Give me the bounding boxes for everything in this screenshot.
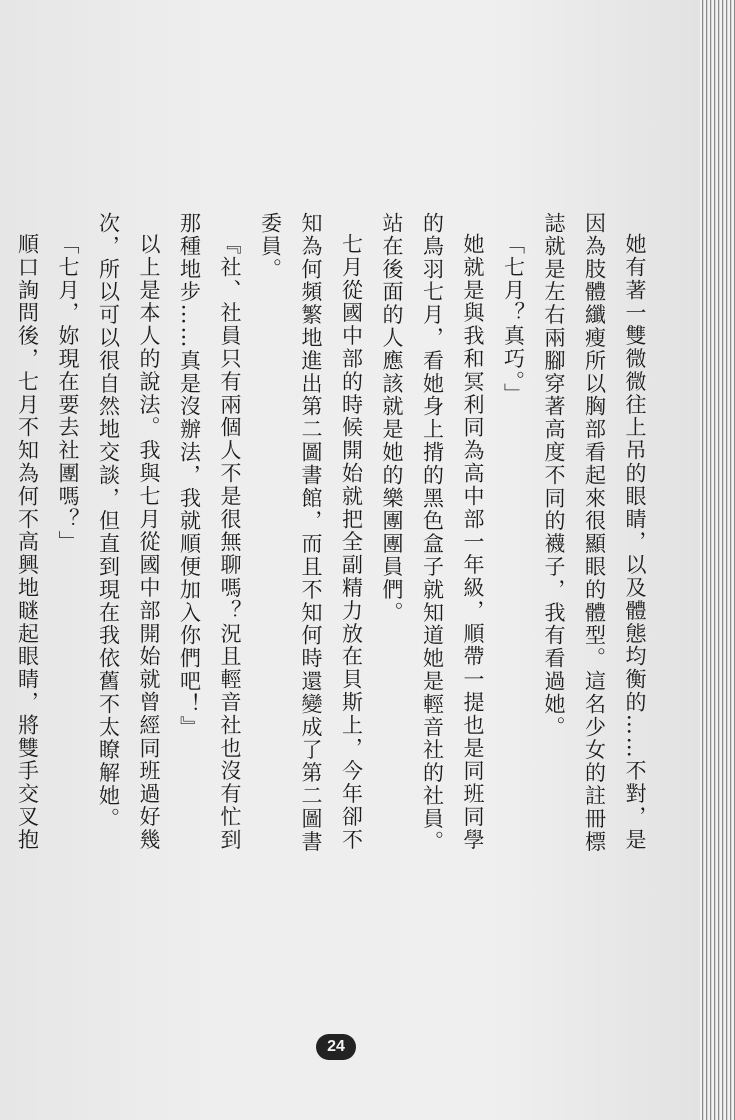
- book-page-edges: [700, 0, 735, 1120]
- paragraph: 『社、社員只有兩個人不是很無聊嗎？況且輕音社也沒有忙到那種地步……真是沒辦法，我就順便加入你們吧！』: [177, 212, 242, 852]
- paragraph: 她有著一雙微微往上吊的眼睛，以及體態均衡的……不對，是因為肢體纖瘦所以胸部看起來很顯眼的體型。這名少女的註冊標誌就是左右兩腳穿著高度不同的襪子，我有看過她。: [542, 212, 647, 854]
- paragraph: 順口詢問後，七月不知為何不高興地瞇起眼睛，將雙手交叉抱: [15, 233, 40, 852]
- paragraph: 她就是與我和冥利同為高中部一年級，順帶一提也是同班同學的鳥羽七月，看她身上揹的黑色盒子就知道她是輕音社的社員。站在後面的人應該就是她的樂團團員們。: [380, 212, 485, 854]
- paragraph: 以上是本人的說法。我與七月從國中部開始就曾經同班過好幾次，所以可以很自然地交談，但直到現在我依舊不太瞭解她。: [96, 212, 161, 852]
- vertical-body-text: [15, 212, 655, 872]
- paragraph: 七月從國中部的時候開始就把全副精力放在貝斯上，今年卻不知為何頻繁地進出第二圖書館，而且不知何時還變成了第二圖書委員。: [258, 212, 364, 854]
- paragraph: 「七月？真巧。」: [501, 233, 526, 406]
- paragraph: 「七月，妳現在要去社團嗎？」: [56, 233, 80, 554]
- page-number-badge: 24: [316, 1034, 356, 1060]
